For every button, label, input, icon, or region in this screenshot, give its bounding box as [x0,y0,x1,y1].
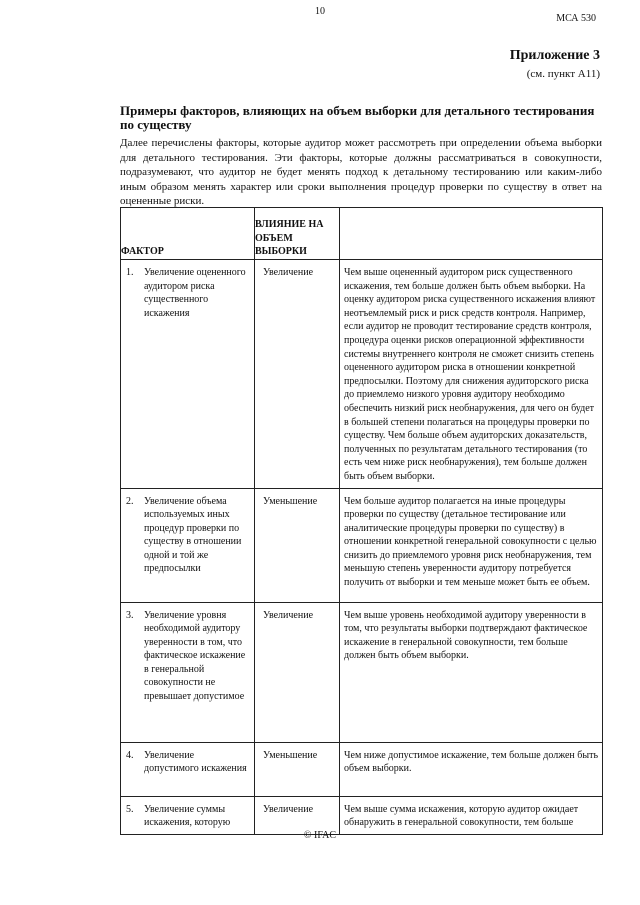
factor-text: Увеличение суммы искажения, которую [144,803,231,829]
table-row [121,260,603,489]
influence-text: Увеличение [263,267,314,278]
header-factor: ФАКТОР [121,208,255,260]
document-code: МСА 530 [556,13,596,24]
header-influence: ВЛИЯНИЕ НА ОБЪЕМ ВЫБОРКИ [255,208,340,260]
factor-text: Увеличение оцененного аудитором риска существенного искажения [144,267,246,319]
table-row [121,602,603,742]
influence-text: Увеличение [263,803,314,815]
factor-cell [121,742,255,796]
influence-cell [255,796,340,834]
intro-paragraph: Далее перечислены факторы, которые аудитор может рассмотреть при определении объема выборки для детального тестирования. Эти факторы, которые должны рассматриваться в совокупности, подразумевают, что аудитор не будет менять подход к детальному тестированию или каким-либо иным образом менять характер или сроки выполнения процедур проверки по существу в ответ на оцененные риски. [120,137,602,208]
explanation-cell [340,488,603,602]
table-header-row [121,208,603,260]
explanation-text: Чем выше оцененный аудитором риск существенного искажения, тем больше должен быть объем выборки. На оценку аудитором риска существенного искажения влияют неотъемлемый риск и риск средств контроля. Например, если аудитор не проводит тестирование средств контроля, процедура оценки рисков операционной эффективности системы внутреннего контроля не сможет снизить степень оцененного аудитором риска в отношении конкретной предпосылки. Поэтому для снижения аудиторского риска до приемлемо низкого уровня аудитору необходимо обеспечить низкий риск необнаружения, для чего он будет в большей степени полагаться на процедуры проверки по существу. Чем больше объем аудиторских доказательств, полученных по результатам детального тестирования (то есть чем ниже риск необнаружения), тем больше должен быть объем выборки. [344,267,596,482]
explanation-cell [340,602,603,742]
factor-text: Увеличение объема используемых иных процедур проверки по существу в отношении одной и той же предпосылки [144,495,242,575]
influence-text: Уменьшение [263,495,318,507]
factor-cell [121,260,255,489]
factor-cell [121,796,255,834]
factor-text: Увеличение уровня необходимой аудитору уверенности в том, что фактическое искажение в генеральной совокупности не превышает допустимое [144,609,246,703]
explanation-cell [340,260,603,489]
row-number: 2. [126,495,134,507]
table-row [121,742,603,796]
section-title: Примеры факторов, влияющих на объем выборки для детального тестирования по существу [120,103,595,132]
appendix-title: Приложение 3 [509,48,600,63]
factor-cell [121,488,255,602]
appendix-reference: (см. пункт А11) [526,68,600,80]
influence-cell [255,260,340,489]
explanation-text: Чем выше сумма искажения, которую аудитор ожидает обнаружить в генеральной совокупности, тем больше [344,803,579,829]
explanation-text: Чем больше аудитор полагается на иные процедуры проверки по существу (детальное тестирование или аналитические процедуры проверки по существу) в отношении конкретной генеральной совокупности с целью снизить до приемлемого уровня риск необнаружения, тем меньшую степень уверенности аудитору потребуется получить от выборки и тем меньше может быть ее объем. [344,495,597,589]
row-number: 3. [126,609,134,621]
factor-cell [121,602,255,742]
page-number: 10 [315,6,325,17]
explanation-text: Чем ниже допустимое искажение, тем больше должен быть объем выборки. [344,749,598,775]
table-row [121,488,603,602]
factors-table [120,207,603,835]
influence-cell [255,742,340,796]
row-number: 4. [126,749,134,761]
explanation-cell [340,742,603,796]
influence-cell [255,602,340,742]
influence-text: Увеличение [263,609,314,621]
copyright-footer: © IFAC [303,830,337,841]
explanation-text: Чем выше уровень необходимой аудитору уверенности в том, что результаты выборки подтверждают фактическое искажение в генеральной совокупности, тем больше должен быть объем выборки. [344,609,588,662]
factor-text: Увеличение допустимого искажения [144,749,247,775]
table-row [121,796,603,834]
explanation-cell [340,796,603,834]
header-explanation [340,208,603,260]
influence-cell [255,488,340,602]
row-number: 5. [126,803,134,815]
row-number: 1. [126,267,134,278]
influence-text: Уменьшение [263,749,318,761]
